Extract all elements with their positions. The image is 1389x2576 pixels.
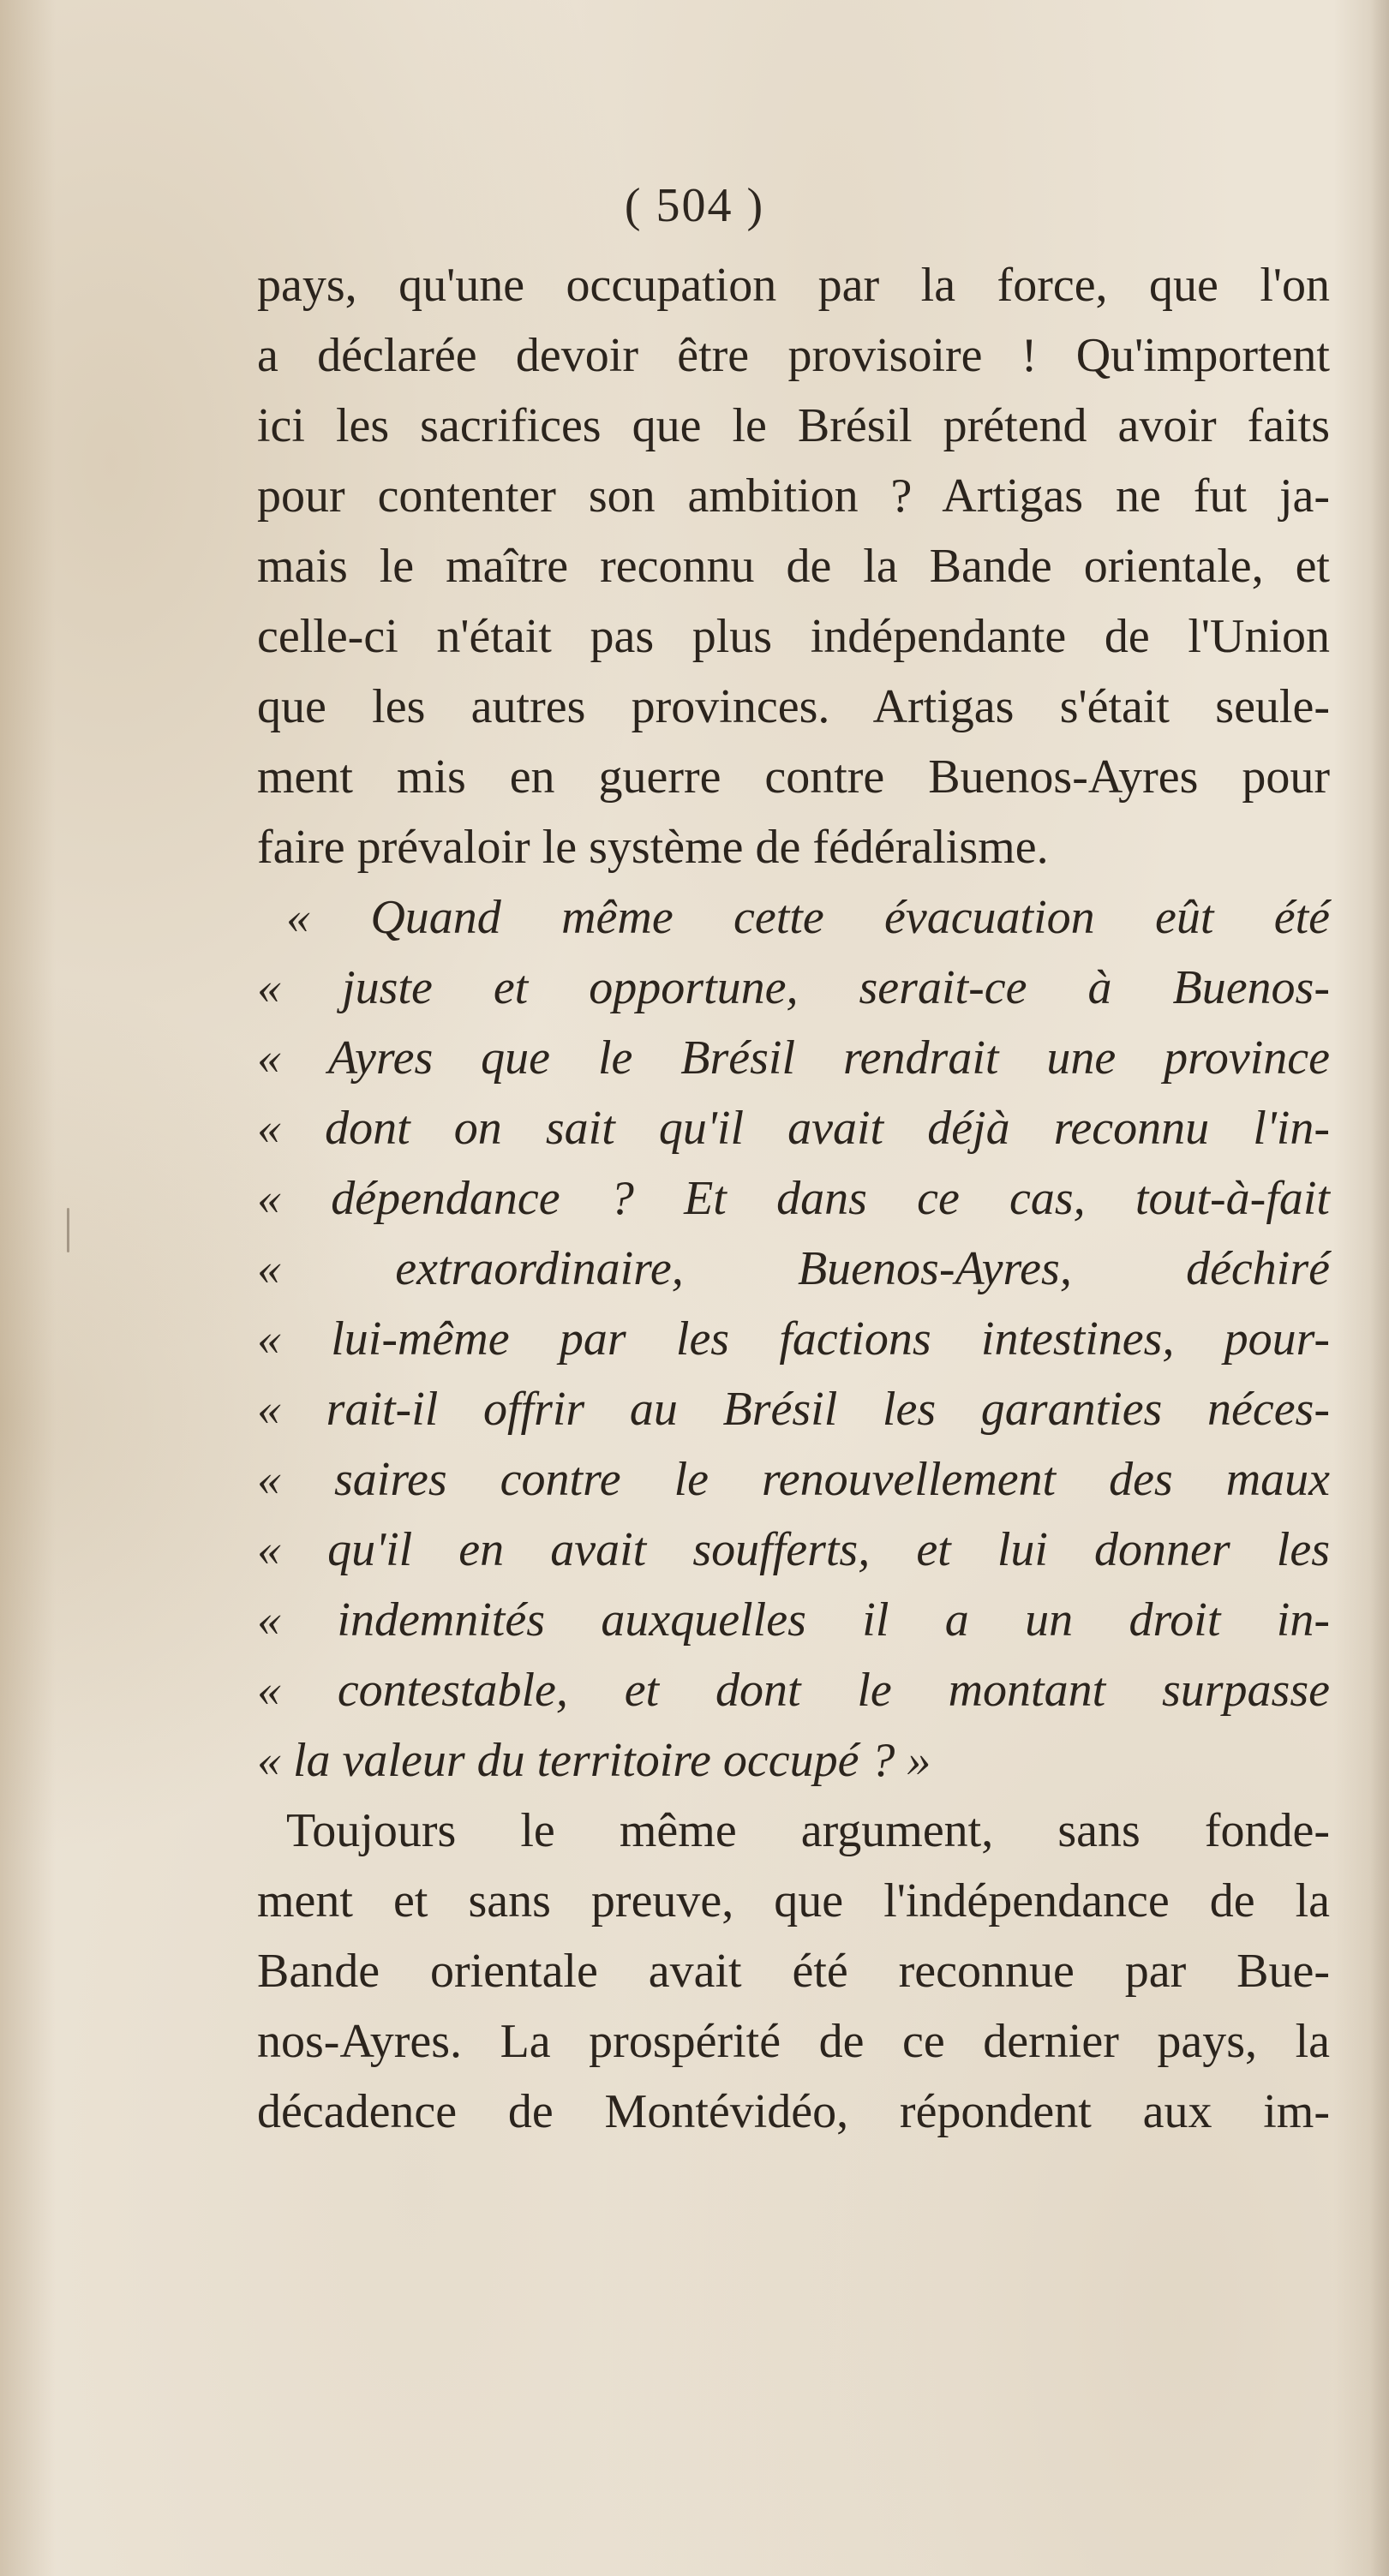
text-line: ment mis en guerre contre Buenos-Ayres pour: [257, 750, 1330, 804]
quote-line: « qu'il en avait soufferts, et lui donner les: [257, 1523, 1330, 1576]
page-edge-shadow: [1370, 0, 1389, 2576]
margin-pencil-mark: [67, 1208, 69, 1252]
text-line: faire prévaloir le système de fédéralisme.: [257, 821, 1049, 874]
quote-line: « dépendance ? Et dans ce cas, tout-à-fait: [257, 1172, 1330, 1225]
quote-line: « la valeur du territoire occupé ? »: [257, 1734, 931, 1787]
text-line: pays, qu'une occupation par la force, que l'on: [257, 259, 1330, 312]
body-text: [257, 250, 1330, 2147]
quote-line: « saires contre le renouvellement des maux: [257, 1453, 1330, 1506]
text-line: mais le maître reconnu de la Bande orientale, et: [257, 540, 1330, 593]
quotation-paragraph: [257, 882, 1330, 1796]
text-line: a déclarée devoir être provisoire ! Qu'importent: [257, 329, 1330, 382]
quote-line: « indemnités auxquelles il a un droit in-: [257, 1593, 1330, 1647]
paragraph-1: [257, 250, 1330, 882]
quote-line: « rait-il offrir au Brésil les garanties néces-: [257, 1383, 1330, 1436]
quote-line: « lui-même par les factions intestines, pour-: [257, 1312, 1330, 1366]
text-line: Bande orientale avait été reconnue par Bue-: [257, 1945, 1330, 1998]
quote-line: « juste et opportune, serait-ce à Buenos-: [257, 961, 1330, 1014]
quote-line: « contestable, et dont le montant surpasse: [257, 1664, 1330, 1717]
quote-line: « dont on sait qu'il avait déjà reconnu l'in-: [257, 1102, 1330, 1155]
text-line: pour contenter son ambition ? Artigas ne fut ja-: [257, 469, 1330, 523]
text-line: celle-ci n'était pas plus indépendante de l'Union: [257, 610, 1330, 663]
quote-line: « Ayres que le Brésil rendrait une province: [257, 1031, 1330, 1085]
page-number: ( 504 ): [624, 179, 765, 232]
quote-line: « extraordinaire, Buenos-Ayres, déchiré: [257, 1242, 1330, 1295]
text-line: que les autres provinces. Artigas s'était seule-: [257, 680, 1330, 733]
paragraph-3: [257, 1796, 1330, 2147]
text-line: ment et sans preuve, que l'indépendance de la: [257, 1874, 1330, 1928]
text-line: ici les sacrifices que le Brésil prétend avoir faits: [257, 399, 1330, 452]
text-line: Toujours le même argument, sans fonde-: [286, 1804, 1330, 1857]
text-line: nos-Ayres. La prospérité de ce dernier pays, la: [257, 2015, 1330, 2068]
text-line: décadence de Montévidéo, répondent aux im-: [257, 2085, 1330, 2138]
quote-line: « Quand même cette évacuation eût été: [286, 891, 1330, 944]
